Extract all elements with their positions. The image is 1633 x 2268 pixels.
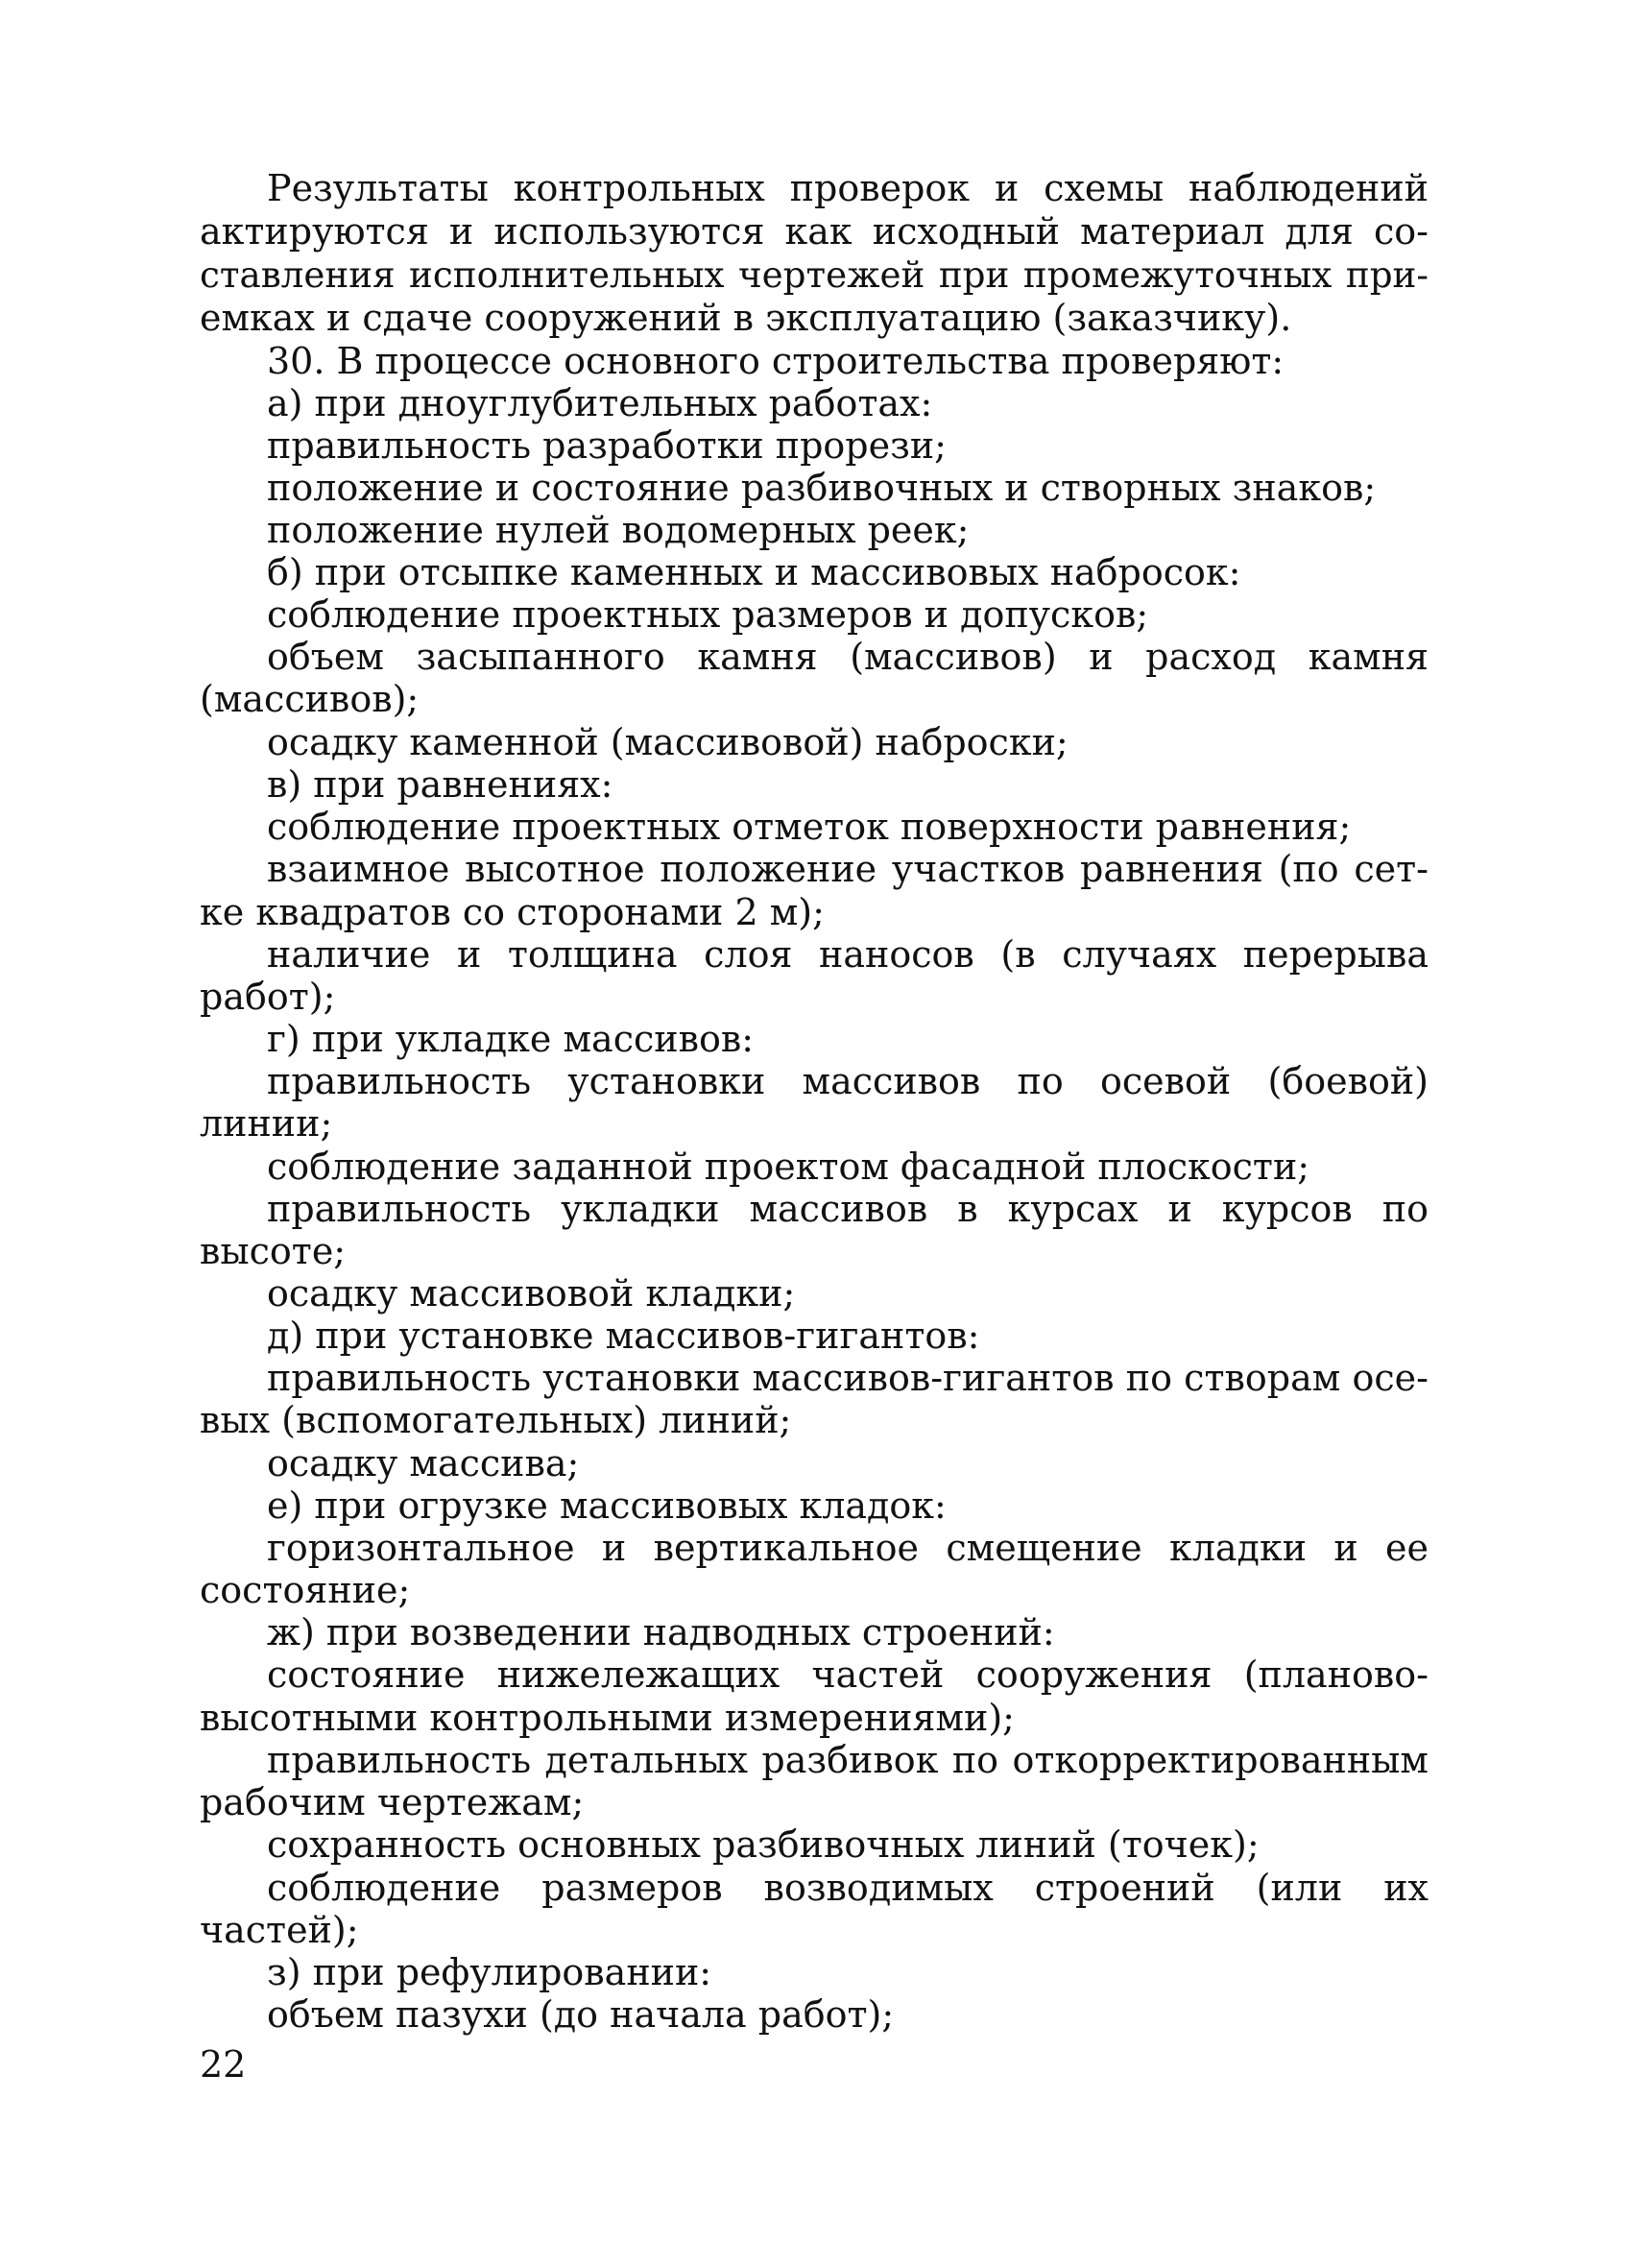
- text-line: д) при установке массивов-гигантов:: [267, 1315, 980, 1357]
- text-line: соблюдение размеров возводимых строений (или их: [267, 1867, 1429, 1909]
- text-line: б) при отсыпке каменных и массивовых набросок:: [267, 551, 1241, 593]
- text-line: правильность детальных разбивок по откорректированным: [267, 1739, 1429, 1781]
- text-line: з) при рефулировании:: [267, 1951, 712, 1993]
- text-line: ке квадратов со сторонами 2 м);: [200, 891, 825, 933]
- text-line: актируются и используются как исходный материал для со-: [200, 210, 1429, 253]
- text-line: высотными контрольными измерениями);: [200, 1697, 1015, 1739]
- text-line: г) при укладке массивов:: [267, 1018, 755, 1060]
- text-line: 30. В процессе основного строительства проверяют:: [267, 340, 1285, 382]
- text-line: е) при огрузке массивовых кладок:: [267, 1484, 947, 1527]
- text-line: работ);: [200, 976, 336, 1018]
- text-line: правильность установки массивов-гигантов по створам осе-: [267, 1357, 1429, 1399]
- text-line: вых (вспомогательных) линий;: [200, 1399, 792, 1441]
- text-line: в) при равнениях:: [267, 763, 613, 806]
- text-line: состояние;: [200, 1569, 411, 1611]
- text-line: осадку массива;: [267, 1442, 580, 1484]
- text-line: соблюдение проектных размеров и допусков;: [267, 593, 1149, 636]
- text-line: взаимное высотное положение участков равнения (по сет-: [267, 848, 1429, 890]
- text-line: соблюдение проектных отметок поверхности равнения;: [267, 806, 1352, 848]
- text-line: ж) при возведении надводных строений:: [267, 1611, 1055, 1653]
- text-line: рабочим чертежам;: [200, 1781, 585, 1823]
- text-line: состояние нижележащих частей сооружения (планово-: [267, 1653, 1429, 1696]
- text-line: объем пазухи (до начала работ);: [267, 1993, 895, 2036]
- text-line: правильность установки массивов по осевой (боевой): [267, 1060, 1429, 1102]
- text-line: осадку массивовой кладки;: [267, 1272, 796, 1315]
- text-line: соблюдение заданной проектом фасадной плоскости;: [267, 1146, 1310, 1188]
- text-line: осадку каменной (массивовой) наброски;: [267, 721, 1069, 763]
- text-line: (массивов);: [200, 678, 420, 720]
- text-line: положение и состояние разбивочных и створных знаков;: [267, 467, 1377, 509]
- page-number: 22: [200, 2043, 247, 2086]
- text-line: объем засыпанного камня (массивов) и расход камня: [267, 636, 1429, 678]
- text-line: наличие и толщина слоя наносов (в случаях перерыва: [267, 933, 1429, 976]
- text-line: положение нулей водомерных реек;: [267, 509, 970, 551]
- text-line: правильность укладки массивов в курсах и курсов по: [267, 1188, 1429, 1230]
- text-line: правильность разработки прорези;: [267, 424, 947, 467]
- text-line: горизонтальное и вертикальное смещение кладки и ее: [267, 1527, 1429, 1569]
- text-line: емках и сдаче сооружений в эксплуатацию (заказчику).: [200, 297, 1292, 339]
- text-line: ставления исполнительных чертежей при промежуточных при-: [200, 253, 1429, 296]
- text-line: высоте;: [200, 1230, 347, 1272]
- text-line: линии;: [200, 1102, 333, 1145]
- text-line: а) при дноуглубительных работах:: [267, 382, 933, 424]
- text-line: частей);: [200, 1909, 359, 1951]
- text-line: сохранность основных разбивочных линий (точек);: [267, 1823, 1260, 1866]
- text-line: Результаты контрольных проверок и схемы наблюдений: [267, 167, 1429, 209]
